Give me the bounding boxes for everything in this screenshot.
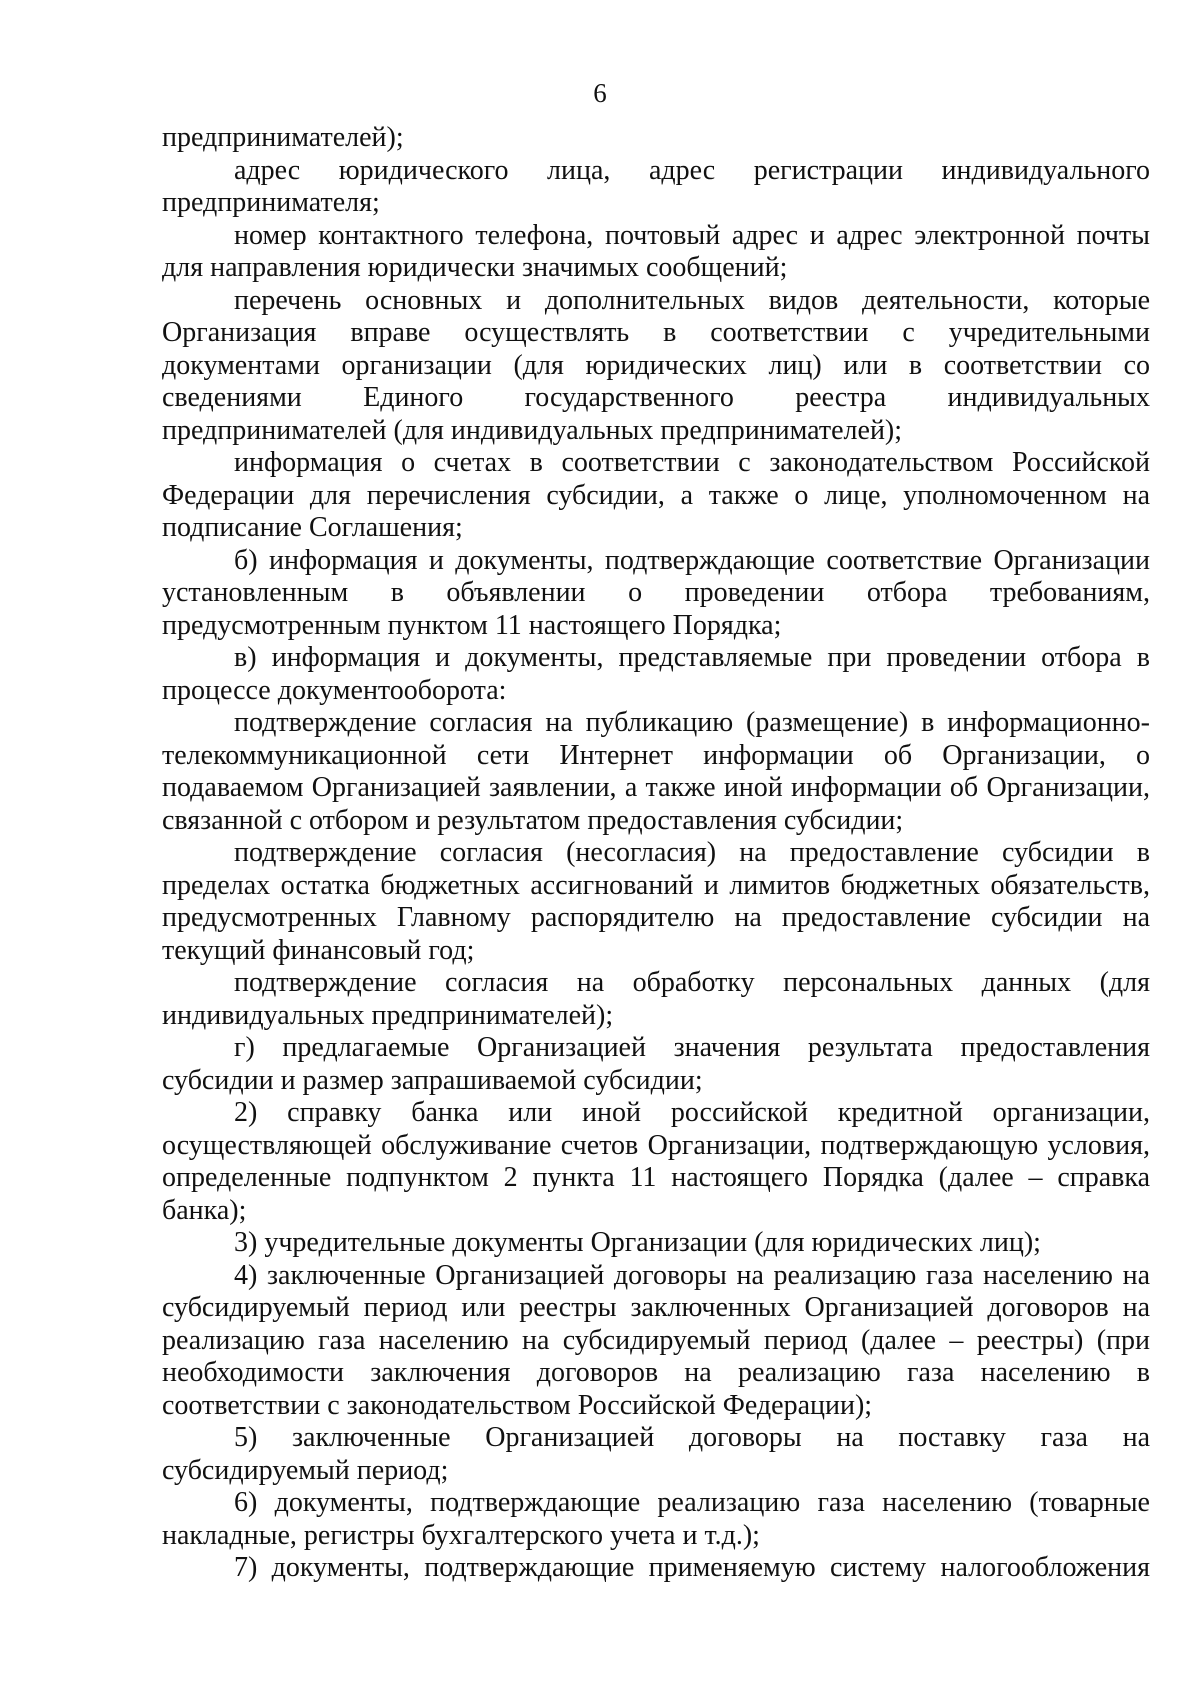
document-body [162, 122, 1150, 1585]
paragraph-item-7: 7) документы, подтверждающие применяемую систему налогообложения [234, 1552, 1150, 1583]
paragraph-accounts: информация о счетах в соответствии с законодательством Российской Федерации для перечисления субсидии, а также о лице, уполномоченном на подписание Соглашения; [162, 447, 1150, 543]
paragraph-item-4: 4) заключенные Организацией договоры на реализацию газа населению на субсидируемый период или реестры заключенных Организацией договоров на реализацию газа населению на субсидируемый период (далее – реестры) (при необходимости заключения договоров на реализацию газа населению в соответствии с законодательством Российской Федерации); [162, 1259, 1150, 1421]
paragraph-personal-data-consent: подтверждение согласия на обработку персональных данных (для индивидуальных предпринимателей); [162, 967, 1150, 1031]
paragraph-subsidy-consent: подтверждение согласия (несогласия) на предоставление субсидии в пределах остатка бюджетных ассигнований и лимитов бюджетных обязательств, предусмотренных Главному распорядителю на предоставление субсидии на текущий финансовый год; [162, 837, 1150, 966]
paragraph-item-3: 3) учредительные документы Организации (для юридических лиц); [234, 1227, 1041, 1258]
paragraph-address: адрес юридического лица, адрес регистрации индивидуального предпринимателя; [162, 154, 1150, 218]
paragraph-item-2: 2) справку банка или иной российской кредитной организации, осуществляющей обслуживание счетов Организации, подтверждающую условия, определенные подпунктом 2 пункта 11 настоящего Порядка (далее – справка банка); [162, 1097, 1150, 1226]
paragraph-activities: перечень основных и дополнительных видов деятельности, которые Организация вправе осуществлять в соответствии с учредительными документами организации (для юридических лиц) или в соответствии со сведениями Единого государственного реестра индивидуальных предпринимателей (для индивидуальных предпринимателей); [162, 284, 1150, 446]
paragraph-item-5: 5) заключенные Организацией договоры на поставку газа на субсидируемый период; [162, 1422, 1150, 1486]
paragraph-contacts: номер контактного телефона, почтовый адрес и адрес электронной почты для направления юридически значимых сообщений; [162, 219, 1150, 283]
paragraph-item-b: б) информация и документы, подтверждающие соответствие Организации установленным в объявлении о проведении отбора требованиям, предусмотренным пунктом 11 настоящего Порядка; [162, 544, 1150, 641]
paragraph-continuation: предпринимателей); [162, 122, 404, 153]
paragraph-item-v: в) информация и документы, представляемые при проведении отбора в процессе документооборота: [162, 642, 1150, 706]
paragraph-item-g: г) предлагаемые Организацией значения результата предоставления субсидии и размер запрашиваемой субсидии; [162, 1032, 1150, 1096]
page-number: 6 [593, 78, 607, 108]
paragraph-item-6: 6) документы, подтверждающие реализацию газа населению (товарные накладные, регистры бухгалтерского учета и т.д.); [162, 1487, 1150, 1551]
paragraph-publication-consent: подтверждение согласия на публикацию (размещение) в информационно-телекоммуникационной сети Интернет информации об Организации, о подаваемом Организацией заявлении, а также иной информации об Организации, связанной с отбором и результатом предоставления субсидии; [162, 707, 1150, 836]
